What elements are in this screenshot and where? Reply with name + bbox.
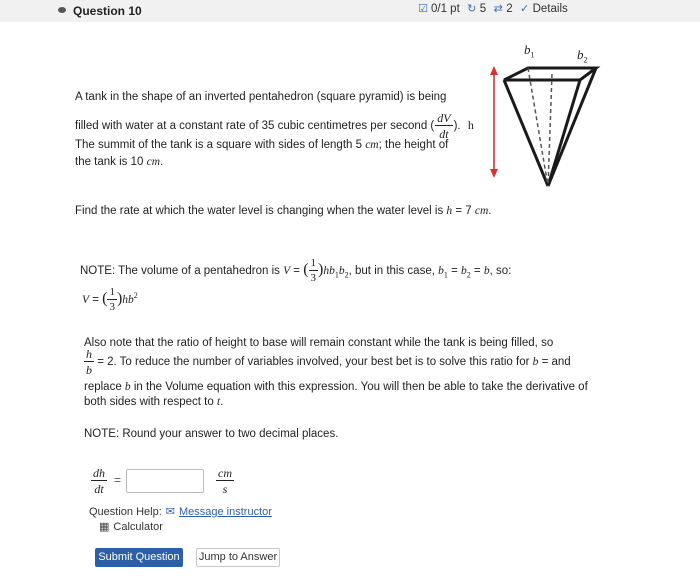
problem-line-3: The summit of the tank is a square with sides of length 5 cm; the height of [75,139,449,151]
pyramid-edge-right [548,68,596,186]
retry-icon: ↻ [467,3,477,15]
jump-to-answer-button[interactable]: Jump to Answer [196,548,280,567]
retries-group [466,3,486,15]
question-meta [417,3,568,15]
details-text: Details [532,3,568,15]
checkbox-score-icon: ☑ [418,3,428,15]
note-rounding: NOTE: Round your answer to two decimal places. [84,428,339,440]
answer-equals: = [114,473,122,487]
label-h: h [467,118,474,133]
h-over-b-fraction: $\frac{h}{b}$ [86,347,92,377]
score-text: 0/1 pt [431,3,460,15]
attempts-group [492,3,512,15]
pyramid-diagram [484,44,624,194]
attempts-icon: ⇄ [493,3,503,15]
dvdt-fraction: $\frac{dV}{dt}$ [437,111,451,141]
pyramid-edge-left [504,80,548,186]
pyramid-edge-back [528,68,548,186]
calculator-link[interactable] [99,520,163,533]
problem-line-4: the tank is 10 cm. [75,156,164,168]
label-b2: $b_2$ [577,47,588,65]
answer-input[interactable] [126,469,204,493]
note-volume-formula: V = ( $\frac{1}{3}$ )$hb^2$ [82,286,138,313]
note-ratio-line-3: replace b in the Volume equation with this expression. You will then be able to take the derivative of [84,381,588,393]
details-check-icon: ✓ [519,3,530,15]
problem-line-2: filled with water at a constant rate of 35 cubic centimetres per second ( $\frac{dV}{dt}$ ). h [75,111,474,141]
calculator-label: Calculator [113,520,163,533]
problem-line-1: A tank in the shape of an inverted pentahedron (square pyramid) is being [75,91,447,103]
find-statement: Find the rate at which the water level is changing when the water level is h = 7 cm. [75,205,492,217]
help-label: Question Help: [89,505,162,518]
calculator-icon: ▦ [99,521,110,533]
question-help [89,505,272,518]
retries-count: 5 [479,3,487,15]
question-body [0,22,700,576]
height-arrow-top [490,66,498,75]
pyramid-top-face [504,68,596,80]
label-b1: $b_1$ [524,42,535,60]
message-icon: ✉ [165,506,175,518]
unit-fraction: $\frac{cm}{s}$ [218,466,232,496]
pyramid-axis [548,74,552,186]
question-header [0,0,700,22]
note-ratio-line-2: $\frac{h}{b}$ = 2. To reduce the number of variables involved, your best bet is to solve this ratio for b = and [86,347,571,377]
attempts-count: 2 [506,3,513,15]
collapse-dot-icon[interactable] [58,7,66,13]
dh-dt-fraction: $\frac{dh}{dt}$ [93,466,105,496]
score-group [417,3,460,15]
note-volume: NOTE: The volume of a pentahedron is V = ( $\frac{1}{3}$ )$hb_1b_2$, but in this case, $b_1 = b_2 = b$, so: [80,257,512,284]
details-link[interactable] [519,3,568,15]
pyramid-edge-front [548,80,580,186]
height-arrow-bottom [490,169,498,178]
message-instructor-link[interactable]: Message instructor [178,505,272,518]
note-ratio-line-1: Also note that the ratio of height to base will remain constant while the tank is being filled, so [84,337,554,349]
note-ratio-line-4: both sides with respect to t. [84,396,224,408]
question-title: Question 10 [73,4,142,18]
submit-question-button[interactable]: Submit Question [95,548,183,567]
